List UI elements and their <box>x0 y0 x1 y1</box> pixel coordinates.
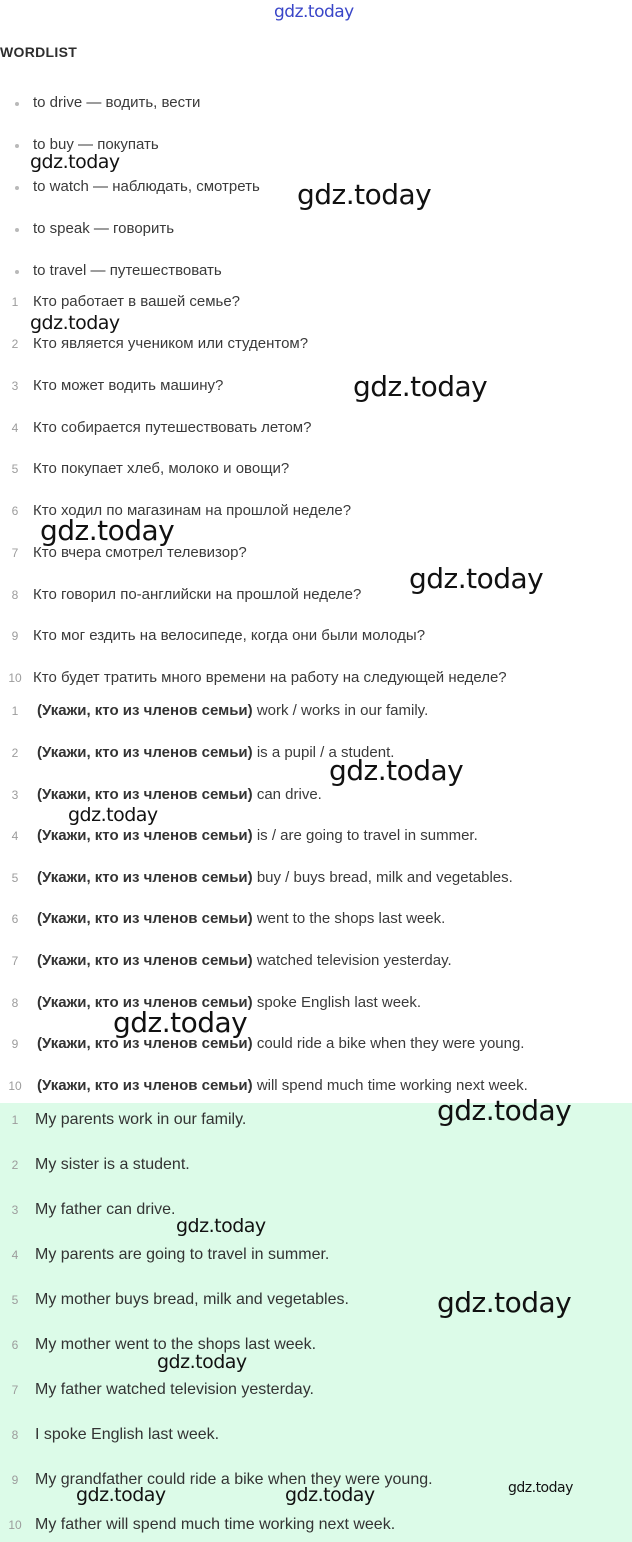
watermark: gdz.today <box>437 1286 572 1319</box>
exercise-row <box>0 741 632 765</box>
answer-row <box>0 1331 632 1359</box>
answer-row <box>0 1376 632 1404</box>
bullet-icon <box>15 228 19 232</box>
exercise-sentence <box>37 949 452 973</box>
wordlist-item <box>0 217 632 241</box>
exercise-tail: will spend much time working next week. <box>256 1077 528 1094</box>
watermark: gdz.today <box>157 1351 247 1373</box>
exercise-row <box>0 949 632 973</box>
exercise-prompt: (Укажи, кто из членов семьи) <box>37 952 253 969</box>
question-number: 4 <box>11 421 19 435</box>
exercise-prompt: (Укажи, кто из членов семьи) <box>37 994 253 1011</box>
bullet-icon <box>15 186 19 190</box>
exercise-number: 5 <box>11 871 19 885</box>
answer-number: 9 <box>11 1473 19 1487</box>
answer-number: 4 <box>11 1248 19 1262</box>
watermark: gdz.today <box>409 562 544 595</box>
exercise-number: 8 <box>11 996 19 1010</box>
wordlist-item-text: to speak — говорить <box>33 220 175 237</box>
answer-number: 3 <box>11 1203 19 1217</box>
question-number: 3 <box>11 379 19 393</box>
watermark: gdz.today <box>437 1094 572 1127</box>
exercise-number: 9 <box>11 1037 19 1051</box>
wordlist-item <box>0 259 632 283</box>
exercise-tail: can drive. <box>256 786 322 803</box>
question-row <box>0 416 632 440</box>
answer-text: I spoke English last week. <box>35 1426 220 1443</box>
question-number: 2 <box>11 337 19 351</box>
question-row <box>0 624 632 648</box>
exercise-prompt: (Укажи, кто из членов семьи) <box>37 744 253 761</box>
question-row <box>0 290 632 314</box>
exercise-tail: could ride a bike when they were young. <box>256 1035 525 1052</box>
exercise-prompt: (Укажи, кто из членов семьи) <box>37 910 253 927</box>
answer-row <box>0 1151 632 1179</box>
exercise-number: 3 <box>11 788 19 802</box>
exercise-tail: spoke English last week. <box>256 994 422 1011</box>
watermark: gdz.today <box>285 1484 375 1506</box>
watermark: gdz.today <box>40 514 175 547</box>
answer-number: 6 <box>11 1338 19 1352</box>
watermark: gdz.today <box>76 1484 166 1506</box>
exercise-number: 2 <box>11 746 19 760</box>
exercise-tail: went to the shops last week. <box>256 910 446 927</box>
question-text: Кто говорил по-английски на прошлой неделе? <box>33 586 362 603</box>
answer-text: My grandfather could ride a bike when they were young. <box>35 1471 433 1488</box>
exercise-row <box>0 1032 632 1056</box>
wordlist-item-text: to travel — путешествовать <box>33 262 222 279</box>
question-row <box>0 332 632 356</box>
answer-row <box>0 1511 632 1539</box>
exercise-tail: watched television yesterday. <box>256 952 452 969</box>
question-number: 7 <box>11 546 19 560</box>
exercise-sentence <box>37 824 478 848</box>
exercise-prompt: (Укажи, кто из членов семьи) <box>37 869 253 886</box>
wordlist-item-text: to buy — покупать <box>33 136 159 153</box>
exercise-number: 10 <box>8 1079 22 1093</box>
exercise-number: 1 <box>11 704 19 718</box>
exercise-tail: is a pupil / a student. <box>256 744 395 761</box>
watermark: gdz.today <box>30 312 120 334</box>
wordlist-item <box>0 91 632 115</box>
exercise-row <box>0 907 632 931</box>
watermark: gdz.today <box>30 151 120 173</box>
exercise-sentence <box>37 907 445 931</box>
question-number: 9 <box>11 629 19 643</box>
exercise-prompt: (Укажи, кто из членов семьи) <box>37 827 253 844</box>
question-row <box>0 457 632 481</box>
exercise-prompt: (Укажи, кто из членов семьи) <box>37 1035 253 1052</box>
header-watermark: gdz.today <box>274 2 354 22</box>
question-text: Кто ходил по магазинам на прошлой неделе? <box>33 502 352 519</box>
bullet-icon <box>15 102 19 106</box>
answer-number: 10 <box>8 1518 22 1532</box>
bullet-icon <box>15 144 19 148</box>
exercise-row <box>0 866 632 890</box>
question-row <box>0 374 632 398</box>
question-text: Кто вчера смотрел телевизор? <box>33 544 247 561</box>
exercise-sentence <box>37 699 428 723</box>
answer-row <box>0 1421 632 1449</box>
answer-text: My father will spend much time working next week. <box>35 1516 396 1533</box>
exercise-row <box>0 824 632 848</box>
answer-number: 2 <box>11 1158 19 1172</box>
watermark: gdz.today <box>113 1006 248 1039</box>
answer-text: My parents are going to travel in summer. <box>35 1246 330 1263</box>
question-number: 10 <box>8 671 22 685</box>
question-text: Кто будет тратить много времени на работу на следующей неделе? <box>33 669 507 686</box>
answer-text: My father watched television yesterday. <box>35 1381 314 1398</box>
exercise-tail: buy / buys bread, milk and vegetables. <box>256 869 513 886</box>
exercise-prompt: (Укажи, кто из членов семьи) <box>37 1077 253 1094</box>
exercise-number: 6 <box>11 912 19 926</box>
answer-number: 1 <box>11 1113 19 1127</box>
question-number: 8 <box>11 588 19 602</box>
watermark: gdz.today <box>176 1215 266 1237</box>
question-text: Кто работает в вашей семье? <box>33 293 241 310</box>
watermark: gdz.today <box>329 754 464 787</box>
exercise-prompt: (Укажи, кто из членов семьи) <box>37 702 253 719</box>
exercise-row <box>0 699 632 723</box>
question-text: Кто собирается путешествовать летом? <box>33 419 312 436</box>
exercise-tail: is / are going to travel in summer. <box>256 827 478 844</box>
wordlist-title: WORDLIST <box>0 44 78 60</box>
question-text: Кто является учеником или студентом? <box>33 335 309 352</box>
exercise-number: 4 <box>11 829 19 843</box>
watermark: gdz.today <box>68 804 158 826</box>
answer-number: 5 <box>11 1293 19 1307</box>
answer-text: My mother went to the shops last week. <box>35 1336 317 1353</box>
answer-text: My parents work in our family. <box>35 1111 247 1128</box>
answer-row <box>0 1196 632 1224</box>
question-text: Кто мог ездить на велосипеде, когда они были молоды? <box>33 627 426 644</box>
wordlist-item-text: to drive — водить, вести <box>33 94 201 111</box>
question-text: Кто покупает хлеб, молоко и овощи? <box>33 460 290 477</box>
wordlist-item-text: to watch — наблюдать, смотреть <box>33 178 260 195</box>
answer-text: My father can drive. <box>35 1201 176 1218</box>
question-text: Кто может водить машину? <box>33 377 224 394</box>
exercise-prompt: (Укажи, кто из членов семьи) <box>37 786 253 803</box>
exercise-row <box>0 991 632 1015</box>
exercise-sentence <box>37 866 513 890</box>
exercise-number: 7 <box>11 954 19 968</box>
exercise-sentence <box>37 1032 524 1056</box>
answer-text: My sister is a student. <box>35 1156 190 1173</box>
exercise-tail: work / works in our family. <box>256 702 429 719</box>
answer-number: 8 <box>11 1428 19 1442</box>
watermark: gdz.today <box>508 1480 573 1496</box>
bullet-icon <box>15 270 19 274</box>
watermark: gdz.today <box>353 370 488 403</box>
question-number: 5 <box>11 462 19 476</box>
answer-text: My mother buys bread, milk and vegetables. <box>35 1291 349 1308</box>
answer-number: 7 <box>11 1383 19 1397</box>
watermark: gdz.today <box>297 178 432 211</box>
question-number: 1 <box>11 295 19 309</box>
question-number: 6 <box>11 504 19 518</box>
answer-row <box>0 1241 632 1269</box>
question-row <box>0 666 632 690</box>
